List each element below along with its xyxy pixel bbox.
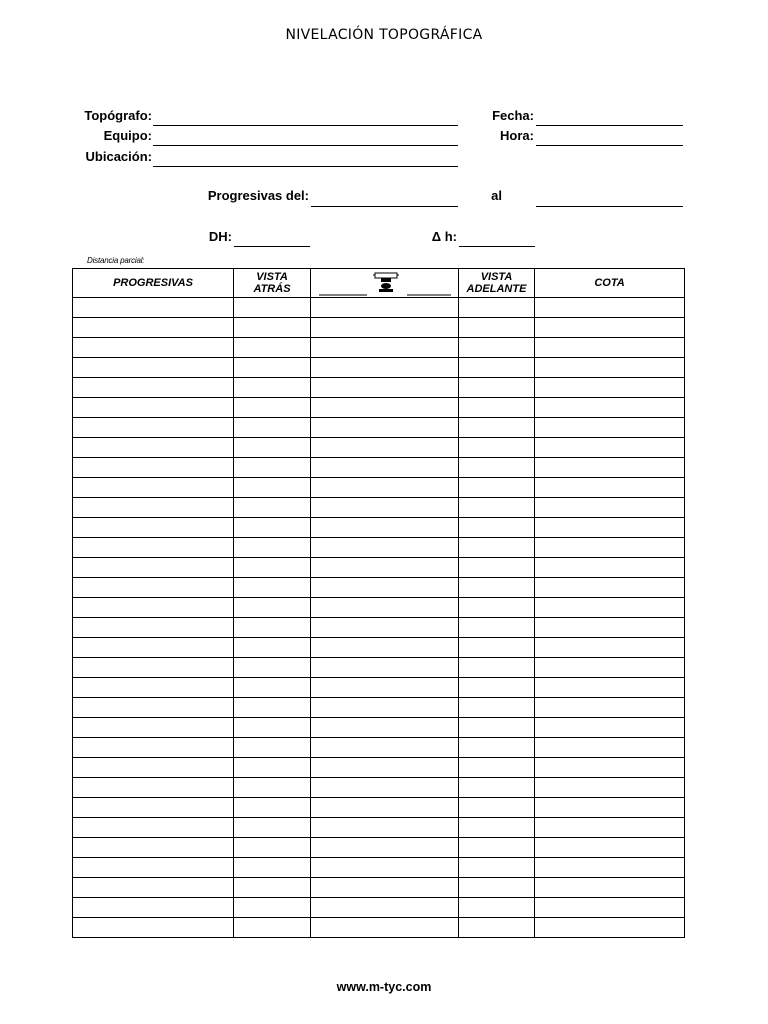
vista-adelante-cell[interactable] (459, 758, 535, 778)
cota-cell[interactable] (535, 658, 685, 678)
cota-cell[interactable] (535, 778, 685, 798)
cota-cell[interactable] (535, 898, 685, 918)
vista-adelante-cell[interactable] (459, 598, 535, 618)
table-row (73, 578, 685, 598)
cota-cell[interactable] (535, 918, 685, 938)
progresivas-cell[interactable] (73, 618, 234, 638)
cota-cell[interactable] (535, 538, 685, 558)
progresivas-cell[interactable] (73, 458, 234, 478)
vista-atras-cell[interactable] (234, 458, 311, 478)
table-row (73, 698, 685, 718)
vista-adelante-cell[interactable] (459, 338, 535, 358)
cota-cell[interactable] (535, 838, 685, 858)
progresivas-cell[interactable] (73, 698, 234, 718)
label-fecha: Fecha: (492, 108, 534, 123)
table-row (73, 518, 685, 538)
progresivas-cell[interactable] (73, 818, 234, 838)
cota-cell[interactable] (535, 578, 685, 598)
cota-cell[interactable] (535, 378, 685, 398)
instrument-cell[interactable] (311, 558, 459, 578)
progresivas-cell[interactable] (73, 538, 234, 558)
cota-cell[interactable] (535, 398, 685, 418)
leveling-table (72, 268, 685, 938)
progresivas-cell[interactable] (73, 658, 234, 678)
cota-cell[interactable] (535, 358, 685, 378)
field-dh-line[interactable] (234, 246, 310, 247)
header-vista-adelante (459, 269, 535, 298)
header-vista-atras (234, 269, 311, 298)
field-hora-line[interactable] (536, 145, 683, 146)
progresivas-cell[interactable] (73, 838, 234, 858)
table-row (73, 418, 685, 438)
table-row (73, 318, 685, 338)
progresivas-cell[interactable] (73, 678, 234, 698)
instrument-cell[interactable] (311, 798, 459, 818)
table-row (73, 538, 685, 558)
table-row (73, 618, 685, 638)
progresivas-cell[interactable] (73, 318, 234, 338)
cota-cell[interactable] (535, 318, 685, 338)
vista-adelante-cell[interactable] (459, 918, 535, 938)
instrument-cell[interactable] (311, 858, 459, 878)
vista-atras-cell[interactable] (234, 578, 311, 598)
table-row (73, 338, 685, 358)
vista-adelante-cell[interactable] (459, 798, 535, 818)
progresivas-cell[interactable] (73, 298, 234, 318)
vista-adelante-cell[interactable] (459, 638, 535, 658)
progresivas-cell[interactable] (73, 478, 234, 498)
vista-atras-cell[interactable] (234, 778, 311, 798)
header-cota: COTA (535, 269, 685, 298)
progresivas-cell[interactable] (73, 518, 234, 538)
progresivas-cell[interactable] (73, 638, 234, 658)
label-al: al (491, 188, 502, 203)
progresivas-cell[interactable] (73, 718, 234, 738)
vista-adelante-cell[interactable] (459, 778, 535, 798)
instrument-cell[interactable] (311, 778, 459, 798)
table-row (73, 438, 685, 458)
table-row (73, 298, 685, 318)
instrument-cell[interactable] (311, 418, 459, 438)
vista-atras-cell[interactable] (234, 818, 311, 838)
vista-atras-cell[interactable] (234, 618, 311, 638)
field-equipo-line[interactable] (153, 145, 458, 146)
instrument-cell[interactable] (311, 478, 459, 498)
header-vista-adelante-line1: VISTA (480, 271, 513, 283)
label-equipo: Equipo: (103, 128, 152, 143)
progresivas-cell[interactable] (73, 578, 234, 598)
vista-atras-cell[interactable] (234, 538, 311, 558)
table-row (73, 558, 685, 578)
instrument-cell[interactable] (311, 598, 459, 618)
vista-atras-cell[interactable] (234, 478, 311, 498)
instrument-cell[interactable] (311, 338, 459, 358)
cota-cell[interactable] (535, 438, 685, 458)
vista-adelante-cell[interactable] (459, 458, 535, 478)
table-body (73, 298, 685, 938)
distancia-parcial-note: Distancia parcial: (87, 256, 145, 265)
label-topografo: Topógrafo: (84, 108, 152, 123)
cota-cell[interactable] (535, 478, 685, 498)
cota-cell[interactable] (535, 878, 685, 898)
progresivas-cell[interactable] (73, 358, 234, 378)
instrument-cell[interactable] (311, 438, 459, 458)
field-progresivas-del-line[interactable] (311, 206, 458, 207)
instrument-cell[interactable] (311, 578, 459, 598)
vista-atras-cell[interactable] (234, 438, 311, 458)
vista-atras-cell[interactable] (234, 678, 311, 698)
field-delta-h-line[interactable] (459, 246, 535, 247)
field-ubicacion-line[interactable] (153, 166, 458, 167)
cota-cell[interactable] (535, 618, 685, 638)
field-topografo-line[interactable] (153, 125, 458, 126)
progresivas-cell[interactable] (73, 338, 234, 358)
table-row (73, 818, 685, 838)
header-vista-adelante-line2: ADELANTE (466, 283, 527, 295)
vista-atras-cell[interactable] (234, 378, 311, 398)
vista-atras-cell[interactable] (234, 838, 311, 858)
vista-adelante-cell[interactable] (459, 318, 535, 338)
label-dh: DH: (208, 229, 232, 244)
cota-cell[interactable] (535, 518, 685, 538)
vista-adelante-cell[interactable] (459, 698, 535, 718)
vista-atras-cell[interactable] (234, 698, 311, 718)
vista-atras-cell[interactable] (234, 918, 311, 938)
instrument-cell[interactable] (311, 638, 459, 658)
progresivas-cell[interactable] (73, 598, 234, 618)
header-progresivas: PROGRESIVAS (73, 269, 234, 298)
vista-atras-cell[interactable] (234, 798, 311, 818)
progresivas-cell[interactable] (73, 778, 234, 798)
vista-adelante-cell[interactable] (459, 398, 535, 418)
footer-url: www.m-tyc.com (336, 980, 432, 994)
vista-adelante-cell[interactable] (459, 378, 535, 398)
cota-cell[interactable] (535, 798, 685, 818)
progresivas-cell[interactable] (73, 898, 234, 918)
instrument-cell[interactable] (311, 918, 459, 938)
table-row (73, 918, 685, 938)
instrument-cell[interactable] (311, 618, 459, 638)
table-row (73, 358, 685, 378)
vista-atras-cell[interactable] (234, 298, 311, 318)
vista-atras-cell[interactable] (234, 638, 311, 658)
cota-cell[interactable] (535, 718, 685, 738)
vista-atras-cell[interactable] (234, 418, 311, 438)
table-row (73, 758, 685, 778)
instrument-cell[interactable] (311, 458, 459, 478)
cota-cell[interactable] (535, 758, 685, 778)
vista-atras-cell[interactable] (234, 738, 311, 758)
vista-adelante-cell[interactable] (459, 578, 535, 598)
cota-cell[interactable] (535, 818, 685, 838)
instrument-cell[interactable] (311, 398, 459, 418)
table-row (73, 778, 685, 798)
vista-adelante-cell[interactable] (459, 558, 535, 578)
table-row (73, 478, 685, 498)
instrument-cell[interactable] (311, 898, 459, 918)
field-fecha-line[interactable] (536, 125, 683, 126)
table-row (73, 378, 685, 398)
instrument-cell[interactable] (311, 518, 459, 538)
progresivas-cell[interactable] (73, 378, 234, 398)
progresivas-cell[interactable] (73, 738, 234, 758)
vista-atras-cell[interactable] (234, 398, 311, 418)
instrument-cell[interactable] (311, 658, 459, 678)
vista-atras-cell[interactable] (234, 758, 311, 778)
cota-cell[interactable] (535, 638, 685, 658)
vista-atras-cell[interactable] (234, 898, 311, 918)
instrument-cell[interactable] (311, 738, 459, 758)
vista-adelante-cell[interactable] (459, 658, 535, 678)
vista-atras-cell[interactable] (234, 658, 311, 678)
progresivas-cell[interactable] (73, 418, 234, 438)
progresivas-cell[interactable] (73, 758, 234, 778)
progresivas-cell[interactable] (73, 798, 234, 818)
cota-cell[interactable] (535, 858, 685, 878)
vista-adelante-cell[interactable] (459, 618, 535, 638)
progresivas-cell[interactable] (73, 858, 234, 878)
table-row (73, 598, 685, 618)
label-hora: Hora: (500, 128, 534, 143)
cota-cell[interactable] (535, 298, 685, 318)
table-row (73, 638, 685, 658)
vista-adelante-cell[interactable] (459, 858, 535, 878)
vista-atras-cell[interactable] (234, 718, 311, 738)
progresivas-cell[interactable] (73, 558, 234, 578)
vista-adelante-cell[interactable] (459, 358, 535, 378)
vista-adelante-cell[interactable] (459, 678, 535, 698)
instrument-cell[interactable] (311, 758, 459, 778)
cota-cell[interactable] (535, 678, 685, 698)
table-row (73, 678, 685, 698)
instrument-cell[interactable] (311, 698, 459, 718)
label-delta-h: Δ h: (431, 229, 457, 244)
vista-atras-cell[interactable] (234, 318, 311, 338)
instrument-cell[interactable] (311, 538, 459, 558)
header-instrument (311, 269, 459, 298)
vista-adelante-cell[interactable] (459, 738, 535, 758)
header-vista-atras-line1: VISTA (256, 271, 288, 283)
instrument-cell[interactable] (311, 298, 459, 318)
vista-atras-cell[interactable] (234, 338, 311, 358)
vista-adelante-cell[interactable] (459, 878, 535, 898)
table-row (73, 898, 685, 918)
vista-atras-cell[interactable] (234, 518, 311, 538)
progresivas-cell[interactable] (73, 918, 234, 938)
vista-atras-cell[interactable] (234, 598, 311, 618)
table-row (73, 738, 685, 758)
vista-atras-cell[interactable] (234, 358, 311, 378)
table-row (73, 398, 685, 418)
vista-adelante-cell[interactable] (459, 538, 535, 558)
cota-cell[interactable] (535, 338, 685, 358)
instrument-cell[interactable] (311, 318, 459, 338)
progresivas-cell[interactable] (73, 878, 234, 898)
cota-cell[interactable] (535, 558, 685, 578)
vista-adelante-cell[interactable] (459, 718, 535, 738)
instrument-cell[interactable] (311, 498, 459, 518)
vista-atras-cell[interactable] (234, 498, 311, 518)
table-header-row (73, 269, 685, 298)
vista-adelante-cell[interactable] (459, 518, 535, 538)
table-row (73, 878, 685, 898)
table-row (73, 658, 685, 678)
header-vista-atras-line2: ATRÁS (253, 283, 291, 295)
instrument-cell[interactable] (311, 838, 459, 858)
instrument-cell[interactable] (311, 718, 459, 738)
table-row (73, 858, 685, 878)
progresivas-cell[interactable] (73, 498, 234, 518)
table-row (73, 498, 685, 518)
vista-atras-cell[interactable] (234, 858, 311, 878)
cota-cell[interactable] (535, 498, 685, 518)
cota-cell[interactable] (535, 738, 685, 758)
instrument-cell[interactable] (311, 878, 459, 898)
page-title: NIVELACIÓN TOPOGRÁFICA (285, 27, 483, 43)
vista-adelante-cell[interactable] (459, 498, 535, 518)
vista-adelante-cell[interactable] (459, 478, 535, 498)
table-row (73, 458, 685, 478)
instrument-cell[interactable] (311, 378, 459, 398)
instrument-cell[interactable] (311, 678, 459, 698)
cota-cell[interactable] (535, 598, 685, 618)
vista-adelante-cell[interactable] (459, 298, 535, 318)
cota-cell[interactable] (535, 418, 685, 438)
instrument-cell[interactable] (311, 358, 459, 378)
instrument-cell[interactable] (311, 818, 459, 838)
table-row (73, 718, 685, 738)
progresivas-cell[interactable] (73, 438, 234, 458)
table-row (73, 798, 685, 818)
label-ubicacion: Ubicación: (85, 149, 152, 164)
table-row (73, 838, 685, 858)
vista-atras-cell[interactable] (234, 558, 311, 578)
vista-adelante-cell[interactable] (459, 418, 535, 438)
field-al-line[interactable] (536, 206, 683, 207)
cota-cell[interactable] (535, 458, 685, 478)
progresivas-cell[interactable] (73, 398, 234, 418)
vista-atras-cell[interactable] (234, 878, 311, 898)
level-instrument-icon (311, 269, 459, 297)
vista-adelante-cell[interactable] (459, 898, 535, 918)
cota-cell[interactable] (535, 698, 685, 718)
vista-adelante-cell[interactable] (459, 438, 535, 458)
label-progresivas-del: Progresivas del: (207, 188, 309, 203)
vista-adelante-cell[interactable] (459, 838, 535, 858)
vista-adelante-cell[interactable] (459, 818, 535, 838)
